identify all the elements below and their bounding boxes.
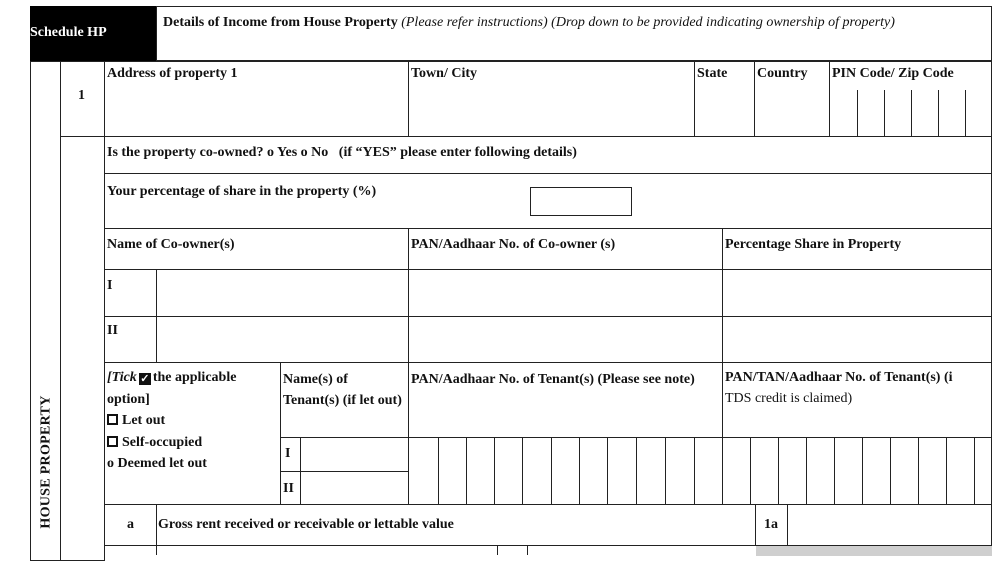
coowner-share-header-text: Percentage Share in Property: [725, 237, 902, 252]
tenant-pan-header-text: PAN/Aadhaar No. of Tenant(s) (Please see note): [411, 372, 695, 387]
gross-serial: a: [127, 517, 134, 532]
town-label: Town/ City: [411, 66, 478, 81]
digit-divider: [750, 437, 751, 505]
tenant-name-header-text: Name(s) of Tenant(s) (if let out): [283, 372, 402, 408]
option-self-occupied-label: Self-occupied: [122, 434, 203, 450]
coowner-share-cell[interactable]: [722, 316, 992, 363]
coowned-question: Is the property co-owned?: [107, 145, 264, 160]
tenant-name-cell[interactable]: [300, 437, 409, 472]
digit-divider: [551, 437, 552, 505]
digit-divider: [665, 437, 666, 505]
row2-serial-cell: [60, 136, 105, 561]
tenant-pantan-note: TDS credit is claimed): [725, 391, 853, 406]
digit-divider: [974, 437, 975, 505]
digit-divider: [607, 437, 608, 505]
tenant-row-num: I: [285, 446, 291, 461]
digit-divider: [778, 437, 779, 505]
pin-digit-divider: [911, 90, 912, 137]
coowner-pan-cell[interactable]: [408, 316, 723, 363]
coowned-yes-option[interactable]: o Yes: [266, 145, 298, 160]
row1-serial: 1: [78, 88, 85, 103]
digit-divider: [834, 437, 835, 505]
coowner-name-cell[interactable]: [156, 316, 409, 363]
digit-divider: [694, 437, 695, 505]
schedule-tag-text: Schedule HP: [30, 25, 107, 40]
coowned-no-option[interactable]: o No: [300, 145, 329, 160]
pin-digit-divider: [857, 90, 858, 137]
side-label: HOUSE PROPERTY: [38, 395, 54, 529]
schedule-title-note: (Please refer instructions) (Drop down to be provided indicating ownership of property): [401, 15, 895, 30]
next-row-divider: [527, 545, 528, 555]
next-row-shaded-cell: [756, 546, 992, 556]
coowner-row-num: I: [107, 278, 113, 293]
option-let-out[interactable]: [107, 410, 279, 432]
digit-divider: [522, 437, 523, 505]
gross-value-input[interactable]: [787, 504, 992, 546]
schedule-title: [163, 12, 983, 33]
digit-divider: [494, 437, 495, 505]
tick-instruction: [107, 367, 279, 410]
checked-box-icon: ✓: [140, 373, 150, 385]
pin-digit-divider: [938, 90, 939, 137]
option-deemed-let-out[interactable]: o Deemed let out: [107, 456, 207, 471]
checkbox-icon[interactable]: [107, 414, 118, 425]
digit-divider: [579, 437, 580, 505]
coowner-name-header-text: Name of Co-owner(s): [107, 237, 235, 252]
coowner-pan-header-text: PAN/Aadhaar No. of Co-owner (s): [411, 237, 616, 252]
digit-divider: [862, 437, 863, 505]
digit-divider: [466, 437, 467, 505]
digit-divider: [806, 437, 807, 505]
share-label: Your percentage of share in the property (%): [107, 184, 377, 199]
coowner-row-num: II: [107, 323, 118, 338]
coowned-instruction: (if “YES” please enter following details): [338, 145, 577, 160]
tick-prefix: [Tick: [107, 370, 137, 385]
share-input[interactable]: [530, 187, 632, 216]
option-let-out-label: Let out: [122, 413, 166, 428]
digit-divider: [890, 437, 891, 505]
country-label: Country: [757, 66, 808, 81]
pin-digit-divider: [965, 90, 966, 137]
gross-label: Gross rent received or receivable or lettable value: [158, 517, 454, 532]
coowner-share-cell[interactable]: [722, 269, 992, 317]
pin-label: PIN Code/ Zip Code: [832, 66, 954, 81]
tenant-pan-digits[interactable]: [408, 437, 723, 505]
tenure-options: [107, 367, 279, 475]
digit-divider: [918, 437, 919, 505]
tenant-row-num-cell: [280, 437, 301, 472]
digit-divider: [438, 437, 439, 505]
tick-suffix: the applicable option]: [107, 370, 237, 407]
gross-code: 1a: [764, 517, 778, 532]
coowner-pan-cell[interactable]: [408, 269, 723, 317]
schedule-title-bold: Details of Income from House Property: [163, 15, 398, 30]
digit-divider: [946, 437, 947, 505]
address-label: Address of property 1: [107, 66, 238, 81]
option-self-occupied[interactable]: [107, 432, 279, 454]
pin-digit-divider: [884, 90, 885, 137]
digit-divider: [636, 437, 637, 505]
next-row-divider: [497, 545, 498, 555]
tenant-pantan-header-text: PAN/TAN/Aadhaar No. of Tenant(s) (i: [725, 370, 953, 385]
tenant-name-cell[interactable]: [300, 471, 409, 505]
checkbox-icon[interactable]: [107, 436, 118, 447]
coowned-line: [107, 144, 577, 161]
coowner-name-cell[interactable]: [156, 269, 409, 317]
next-row-divider: [156, 545, 157, 555]
state-label: State: [697, 66, 728, 81]
tenant-row-num: II: [283, 481, 294, 496]
tenant-tan-digits[interactable]: [722, 437, 992, 505]
